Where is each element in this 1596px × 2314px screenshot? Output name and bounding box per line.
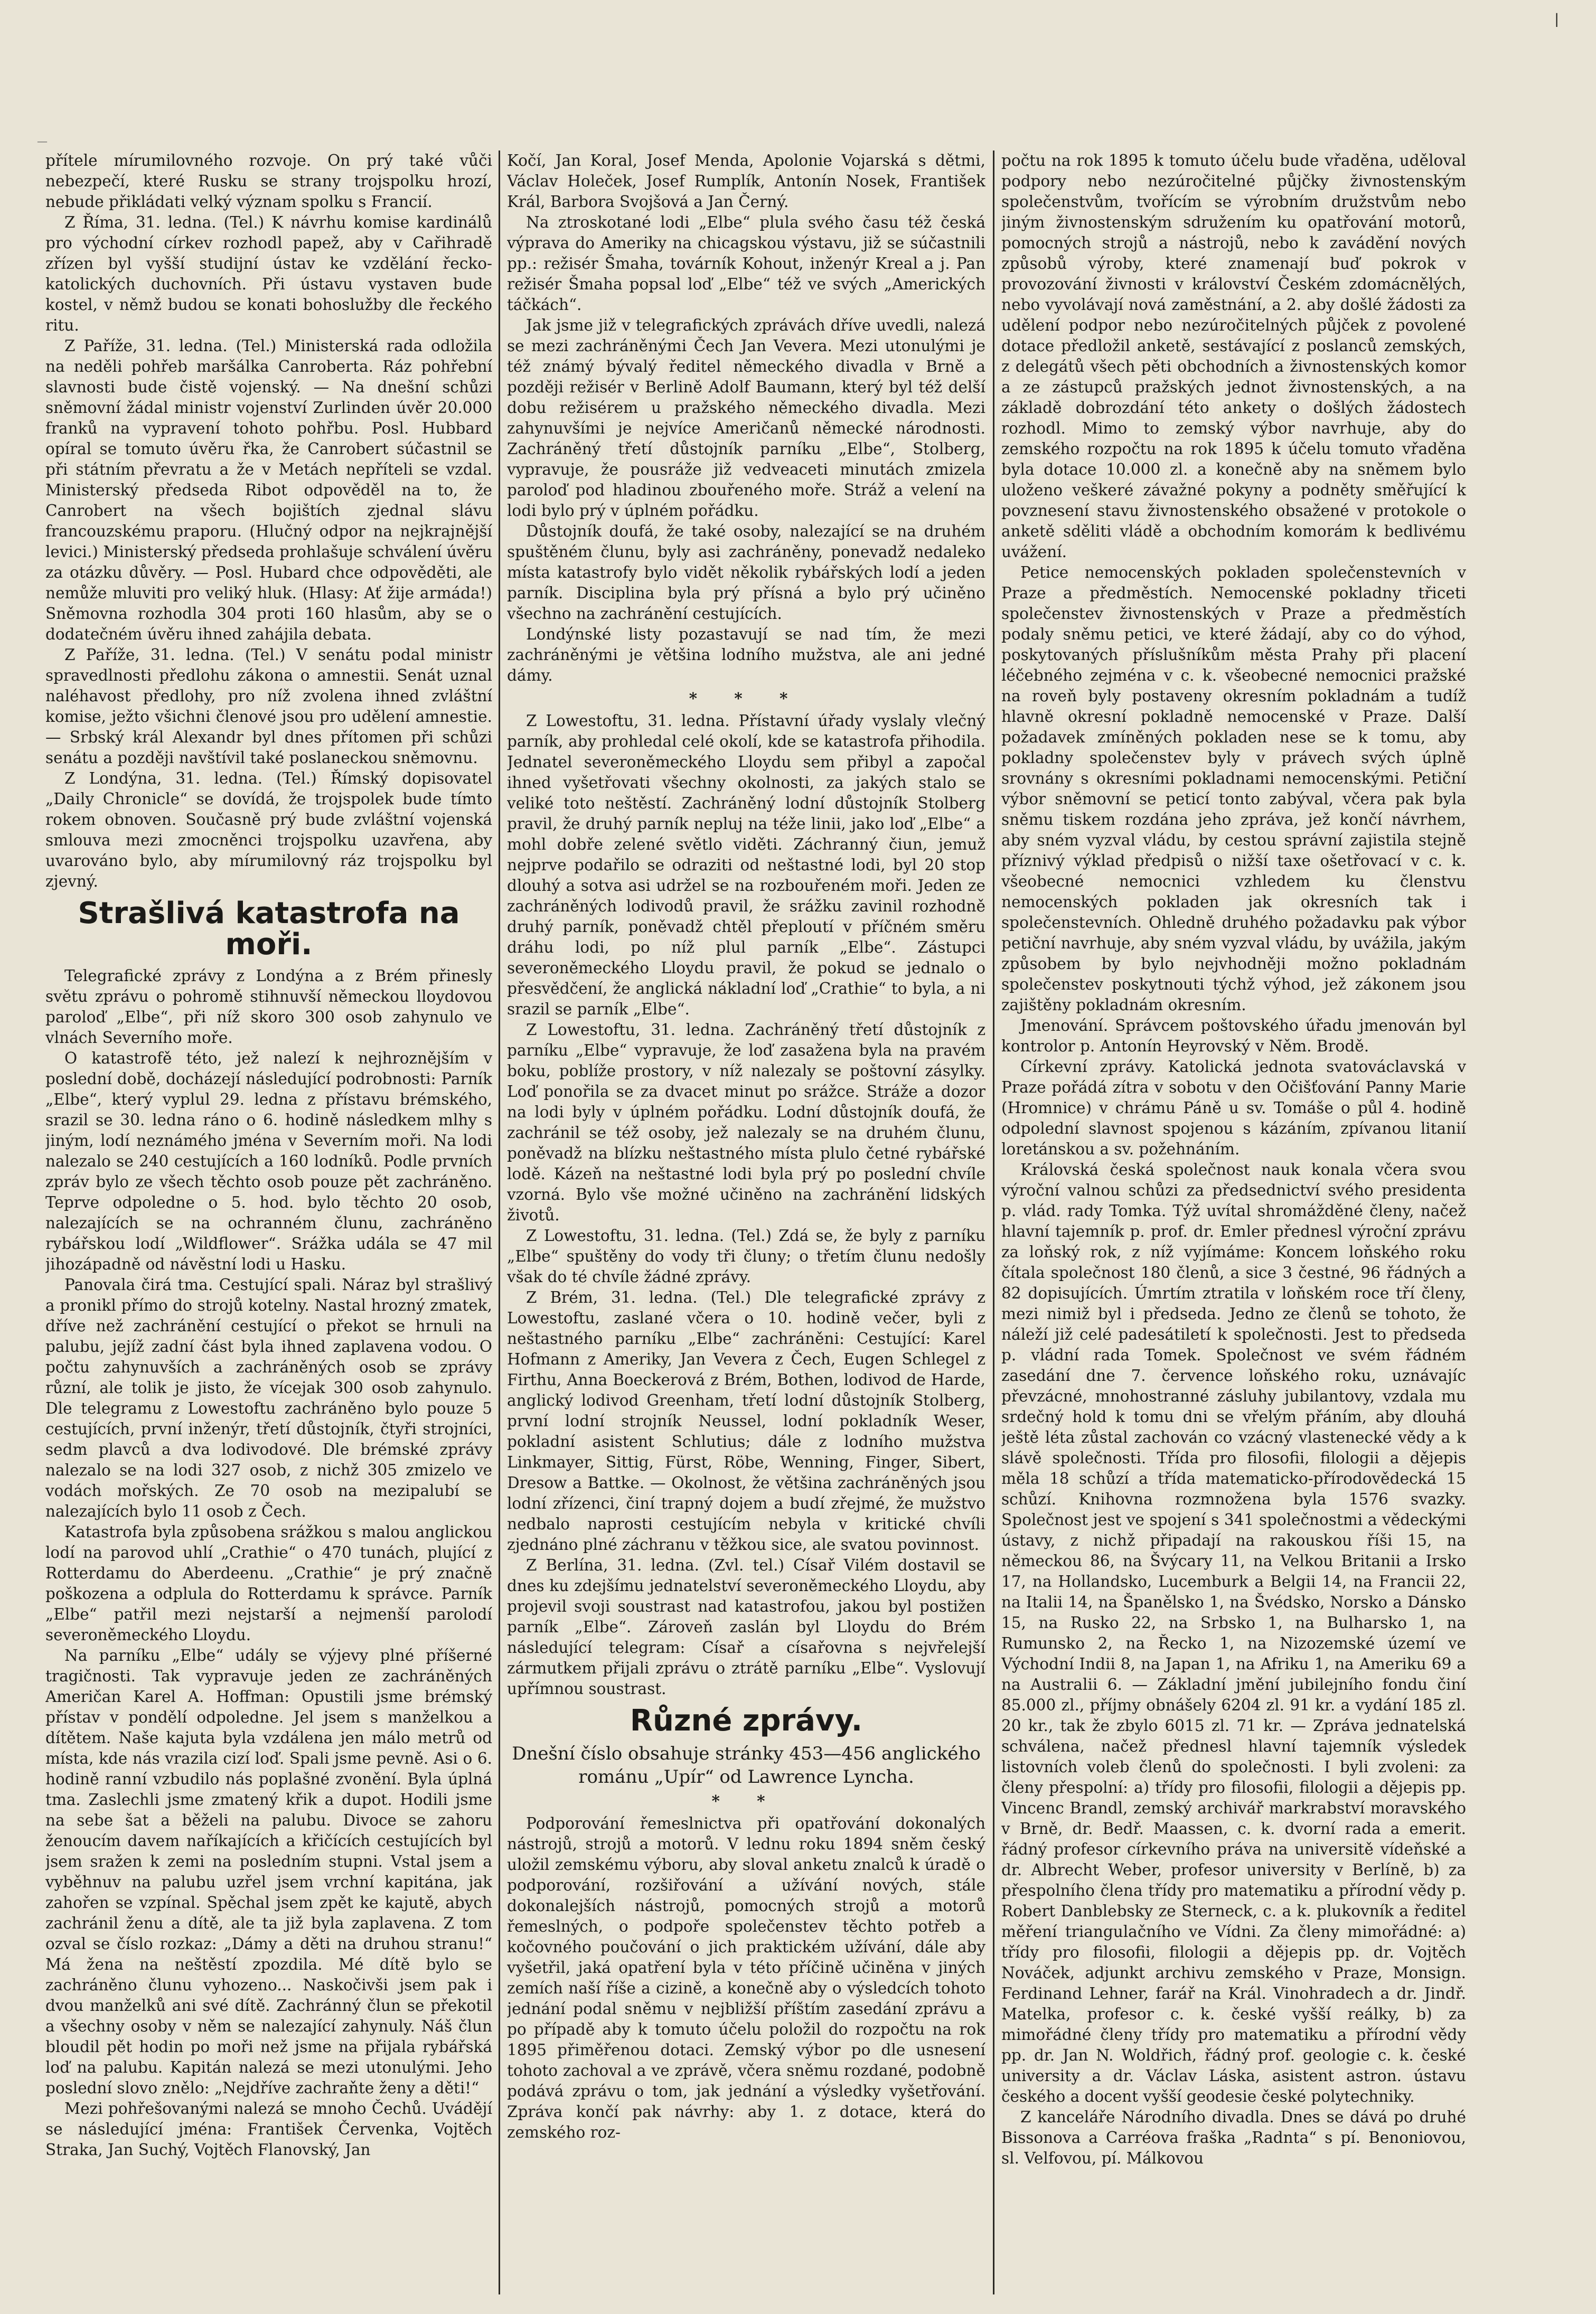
article-paragraph: Na parníku „Elbe“ udály se výjevy plné příšerné tragičnosti. Tak vypravuje jeden ze zachráněných Američan Karel A. Hoffman: Opustili jsme brémský přístav v pondělí odpoledne. Jel jsem s manželkou a dítětem. Naše kajuta byla vzdálena jen málo metrů od místa, kde nás vrazila cizí loď. Spali jsme pevně. Asi o 6. hodině ranní vzbudilo nás poplašné zvonění. Byla úplná tma. Zaslechli jsme zmatený křik a dupot. Hodili jsme na sebe šat a běželi na palubu. Divoce se zahoru ženoucím davem naříkajících a křičících cestujících byl jsem sražen k zemi na posledním stupni. Vstal jsem a vyběhnuv na palubu uzřel jsem vrchní kapitána, jak zahořen se vzpínal. Spěchal jsem zpět ke kajutě, abych zachránil ženu a dítě, ale ta již byla zaplavena. Z tom ozval se číslo rozkaz: „Dámy a děti na druhou stranu!“ Má žena na neštěstí zpozdila. Mé dítě bylo se zachráněno člunu vyhozeno... Naskočivši jsem pak i dvou manželků ani své dítě. Zachránný člun se překotil a všechny osoby v něm se nalezající zahynuly. Náš člun bloudil pět hodin po moři než jsme na přijala rybářská loď na palubu. Kapitán nalezá se mezi utonulými. Jeho poslední slovo znělo: „Nejdříve zachraňte ženy a děti!“ (45, 1646, 492, 2097)
article-paragraph: Podporování řemeslnictva při opatřování dokonalých nástrojů, strojů a motorů. V lednu roku 1894 sněm český uložil zemskému výboru, aby sloval anketu znalců k úradě o podporování, rozšiřování a užívání nových, stále dokonalejších nástrojů, pomocných strojů a motorů řemeslných, o podpoře společenstev těchto potřeb a kočovného poučování o jich praktickém užívání, dále aby vyšetřil, jaká opatření byla v této příčině učiněna v jiných zemích naší říše a cizině, a konečně aby o výsledcích tohoto jednání podal sněmu v nejbližší příštím zasedání zprávu a po případě aby k tomuto účelu položil do rozpočtu na rok 1895 přiměřenou dotaci. Zemský výbor po dle usnesení tohoto zachoval a ve zprávě, včera sněmu rozdané, podobně podává zprávu o tom, jak jednání a výsledky vyšetřování. Zpráva končí pak návrhy: aby 1. z dotace, která do zemského roz- (507, 1814, 985, 2141)
column-divider-1 (499, 150, 500, 2294)
article-paragraph: Z Lowestoftu, 31. ledna. (Tel.) Zdá se, že byly z parníku „Elbe“ spuštěny do vody tři čluny; o třetím člunu nedošly však do té chvíle žádné zprávy. (507, 1227, 985, 1286)
article-paragraph: Důstojník doufá, že také osoby, nalezající se na druhém spuštěném člunu, byly asi zachráněny, ponevadž nedaleko místa katastrofy bylo vidět několik rybářských lodí a jeden parník. Disciplina byla prý přísná a bylo prý učiněno všechno na zachránění cestujících. (507, 522, 985, 623)
article-paragraph: Jak jsme již v telegrafických zprávách dříve uvedli, nalezá se mezi zachráněnými Čech Jan Vevera. Mezi utonulými je též známý bývalý ředitel německého divadla v Brně a později režisér v Berlině Adolf Baumann, který byl též delší dobu režisérem u pražského německého divadla. Mezi zahynuvšími je nejvíce Američanů německé národnosti. Zachráněný třetí důstojník parníku „Elbe“, Stolberg, vypravuje, že pousráže již vedveaceti minutách zmizela paroloď pod hladinou zbouřeného moře. Stráž a velení na lodi bylo prý v úplném pořádku. (507, 316, 985, 520)
article-paragraph: Z Říma, 31. ledna. (Tel.) K návrhu komise kardinálů pro východní církev rozhodl papež, aby v Cařihradě zřízen byl vyšší studijní ústav ke vzdělání řecko-katolických duchovních. Při ústavu vystaven bude kostel, v němž budou se konati bohoslužby dle řeckého ritu. (45, 213, 492, 334)
headline-catastrophe: Strašlivá katastrofa na moři. (78, 896, 460, 962)
article-paragraph: Církevní zprávy. Katolická jednota svatováclavská v Praze pořádá zítra v sobotu v den Očišťování Panny Marie (Hromnice) v chrámu Páně u sv. Tomáše o půl 4. hodině odpolední slavnost spojenou s kázáním, zpívanou litanií loretánskou a sv. požehnáním. (1001, 1058, 1466, 1158)
article-paragraph: Královská česká společnost nauk konala včera svou výroční valnou schůzi za předsednictví svého presidenta p. vlád. rady Tomka. Týž uvítal shromážděné členy, načež hlavní tajemník p. prof. dr. Emler přednesl výroční zprávu za loňský rok, z níž vyjímáme: Koncem loňského roku čítala společnost 180 členů, a sice 3 čestné, 96 řádných a 82 dopisujících. Úmrtím ztratila v loňském roce tří členy, mezi nimiž byl i předseda. Jedno ze členů se tohoto, že náleží již celé padesátiletí k společnosti. Jest to předseda p. vládní rada Tomek. Společnost ve svém řádném zasedání dne 7. července loňského roku, uznávajíc převzácné, mnohostranné zásluhy jubilantovy, vzdala mu srdečný hold k tomu dni se vřelým přáním, aby dlouhá ještě léta zůstal zachován co vzácný vlastenecké vědy a k slávě společnosti. Třída pro filosofii, filologii a dějepis měla 18 schůzí a třída matematicko-přírodovědecká 15 schůzí. Knihovna rozmnožena byla 1576 svazky. Společnost jest ve spojení s 341 společnostmi a vědeckými ústavy, z nichž připadají na rakouskou říši 15, na německou 86, na Švýcary 11, na Velkou Britanii a Irsko 17, na Hollandsko, Lucemburk a Belgii 14, na Francii 22, na Italii 14, na Španělsko 1, na Švédsko, Norsko a Dánsko 15, na Rusko 22, na Srbsko 1, na Bulharsko 1, na Rumunsko 2, na Řecko 1, na Nizozemské území ve Východní Indii 8, na Japan 1, na Afriku 1, na Ameriku 69 a na Australii 6. — Základní jmění jubilejního fondu činí 85.000 zl., příjmy obnášely 6204 zl. 91 kr. a vydání 185 zl. 20 kr., tak že zbylo 6015 zl. 71 kr. — Zpráva jednatelská schválena, načež přednesl hlavní tajemník výsledek listovních voleb členů do společnosti. I byli zvoleni: za členy přespolní: a) třídy pro filosofii, filologii a dějepis pp. Vincenc Brandl, zemský archivář markrabství moravského v Brně, dr. Bedř. Maassen, c. k. dvorní rada a emerit. řádný profesor církevního práva na universitě vídeňské a dr. Albrecht Weber, profesor university v Berlíně, b) za přespolního člena třídy pro matematiku a přírodní vědy p. Robert Danblebsky ze Sterneck, c. a k. plukovník a ředitel měření triangulačního ve Vídni. Za členy mimořádné: a) třídy pro filosofii, filologii a dějepis pp. dr. Vojtěch Nováček, adjunkt archivu zemského v Praze, Monsign. Ferdinand Lehner, farář na Král. Vinohradech a dr. Jindř. Matelka, profesor c. k. české vyšší reálky, b) za mimořádné členy třídy pro matematiku a přírodní vědy pp. dr. Jan N. Woldřich, řádný prof. geologie c. k. české university a dr. Václav Láska, asistent astron. ústavu českého a docent vyšší geodesie české polytechniky. (1001, 1161, 1466, 2105)
article-paragraph: Z kanceláře Národního divadla. Dnes se dává po druhé Bissonova a Carréova fraška „Radnta“ s pí. Benoniovou, sl. Velfovou, pí. Málkovou (1001, 2108, 1466, 2167)
article-paragraph: Londýnské listy pozastavují se nad tím, že mezi zachráněnými je většina lodního mužstva, ale ani jedné dámy. (507, 625, 985, 684)
article-paragraph: Kočí, Jan Koral, Josef Menda, Apolonie Vojarská s dětmi, Václav Holeček, Josef Rumplík, Antonín Nosek, František Král, Barbora Svojšová a Jan Černý. (507, 152, 985, 211)
headline-misc-news: Různé zprávy. (630, 1704, 863, 1738)
article-paragraph: přítele mírumilovného rozvoje. On prý také vůči nebezpečí, které Rusku se strany trojspolku hrozí, nebude přikládati velký význam spolku s Francií. (45, 152, 492, 211)
column-2 (507, 150, 985, 2298)
article-paragraph: O katastrofě této, jež nalezí k nejhroznějším v poslední době, docházejí následující podrobnosti: Parník „Elbe“, který vyplul 29. ledna z přístavu brémského, srazil se 30. ledna ráno o 6. hodině následkem mlhy s jiným, lodí neznámého jména v Severním moři. Na lodi nalezalo se 240 cestujících a 160 lodníků. Podle prvních zpráv bylo ze všech těchto osob pouze pět zachráněno. Teprve odpoledne o 5. hod. bylo těchto 20 osob, nalezajících se na ochranném člunu, zachráněno rybářskou lodí „Wildflower“. Srážka udála se 47 mil jihozápadně od návěstní lodi u Hasku. (45, 1049, 492, 1273)
article-paragraph: Katastrofa byla způsobena srážkou s malou anglickou lodí na parovod uhlí „Crathie“ o 470 tunách, plující z Rotterdamu do Aberdeenu. „Crathie“ je prý značně poškozena a odplula do Rotterdamu k správce. Parník „Elbe“ patřil mezi nejstarší a nejmenší parolodí severoněmeckého Lloydu. (45, 1522, 492, 1644)
article-paragraph: Z Berlína, 31. ledna. (Zvl. tel.) Císař Vilém dostavil se dnes ku zdejšímu jednatelství severoněmeckého Lloydu, aby projevil svoji soustrast nad katastrofou, jakou byl postižen parník „Elbe“. Zároveň zaslán byl Lloydu do Brém následující telegram: Císař a císařovna s nejvřelejší zármutkem přijali zprávu o ztrátě parníku „Elbe“. Vyslovují upřímnou soustrast. (507, 1556, 985, 1698)
article-paragraph: Mezi pohřešovanými nalezá se mnoho Čechů. Uvádějí se následující jména: František Červenka, Vojtěch Straka, Jan Suchý, Vojtěch Flanovský, Jan (45, 2099, 492, 2159)
article-paragraph: počtu na rok 1895 k tomuto účelu bude vřaděna, uděloval podpory nebo nezúročitelné půjčky živnostenským společenstvům, tvořícím se výrobním družstvům nebo jiným živnostenským sdružením ku opatřování motorů, pomocných strojů a nástrojů, nebo k zavádění nových způsobů výroby, které znamenají buď pokrok v provozování živnosti v království Českém zdomácnělých, nebo vyvolávají nová zaměstnání, a 2. aby došlé žádosti za udělení podpor nebo nezúročitelných půjček z povolené dotace předložil anketě, sestávající z poslanců zemských, z delegátů všech pěti obchodních a živnostenských komor a ze zástupců pražských jednot živnostenských, a na základě dobrozdání této ankety o došlých žádostech rozhodl. Mimo to zemský výbor navrhuje, aby do zemského rozpočtu na rok 1895 k účelu tomuto vřaděna byla dotace 10.000 zl. a konečně aby na sněmem bylo uloženo veškeré závažné pokyny a podněty směřující k povznesení stavu živnostenského obsažené v protokole o anketě sděliti vládě a obchodním komorám k bedlivému uvážení. (1001, 152, 1466, 561)
article-paragraph: Petice nemocenských pokladen společenstevních v Praze a předměstích. Nemocenské pokladny třiceti společenstev živnostenských v Praze a předměstích podaly sněmu petici, ve které žádají, aby co do výhod, poskytovaných příslušníkům města Prahy při placení léčebného zejména v c. k. všeobecné nemocnici pražské na roveň byly postaveny okresním pokladnám a tudíž hlavně okresní pokladně nemocenské v Praze. Další požadavek zmíněných pokladen nese se k tomu, aby pokladny společenstev byly v právech svých úplně srovnány s okresními pokladnami nemocenskými. Petiční výbor sněmovní se peticí tonto zabýval, včera pak byla sněmu tiskem rozdána jeho zpráva, jež končí návrhem, aby sném vyzval vládu, by cestou správní zajistila stejně příznivý výklad předpisů o nižší taxe ošetřovací v c. k. všeobecné nemocnici vzhledem ku členstvu nemocenských pokladen jak okresních tak i společenstevních. Ohledně druhého požadavku pak výbor petiční navrhuje, aby sném vyzval vládu, by uvážila, jakým způsobem by bylo nejvhodněji možno pokladnám společenstev poskytnouti týchž výhod, jež zákonem jsou zajištěny pokladnám okresním. (1001, 563, 1466, 1014)
article-paragraph: Z Paříže, 31. ledna. (Tel.) V senátu podal ministr spravedlnosti předlohu zákona o amnestii. Senát uznal naléhavost předlohy, pro níž zvolena ihned zvláštní komise, ježto všichni členové jsou pro udělení amnestie. — Srbský král Alexandr byl dnes přítomen při schůzi senátu a později navštívil také poslaneckou sněmovnu. (45, 646, 492, 767)
article-paragraph: Jmenování. Správcem poštovského úřadu jmenován byl kontrolor p. Antonín Heyrovský v Něm. Brodě. (1001, 1017, 1466, 1055)
article-paragraph: Z Lowestoftu, 31. ledna. Přístavní úřady vyslaly vlečný parník, aby prohledal celé okolí, kde se katastrofa přihodila. Jednatel severoněmeckého Lloydu sem přibyl a započal ihned vyšetřovati všechny okolnosti, za jakých stalo se veliké toto neštěstí. Zachráněný lodní důstojník Stolberg pravil, že druhý parník nepluj na téže linii, jako loď „Elbe“ a mohl dobře zelené světlo viděti. Záchranný čiun, jemuž nejprve podařilo se odraziti od neštastné lodi, byl 20 stop dlouhý a sotva asi udržel se na rozbouřeném moři. Jeden ze zachráněných lodivodů pravil, že srážku zavinil rozhodně druhý parník, poněvadž chtěl přeploutí v příčném směru dráhu lodi, po níž plul parník „Elbe“. Zástupci severoněmeckého Lloydu pravil, že pokud se jednalo o přesvědčení, že anglická nákladní loď „Crathie“ to byla, a ni srazil se parník „Elbe“. (507, 712, 985, 1018)
section-separator: * * * (689, 689, 804, 708)
article-paragraph: Z Brém, 31. ledna. (Tel.) Dle telegrafické zprávy z Lowestoftu, zaslané včera o 10. hodině večer, byli z neštastného parníku „Elbe“ zachráněni: Cestující: Karel Hofmann z Ameriky, Jan Vevera z Čech, Eugen Schlegel z Firthu, Anna Boeckerová z Brém, Bothen, lodivod de Harde, anglický lodivod Greenham, třetí lodní důstojník Stolberg, první lodní strojník Neussel, lodní pokladník Weser, pokladní asistent Schlutius; dále z lodního mužstva Linkmayer, Sittig, Fürst, Röbe, Wenning, Finger, Sibert, Dresow a Battke. — Okolnost, že většina zachráněných jsou lodní zřízenci, činí trapný dojem a budí zřejmé, že mužstvo nedbalo naprosti cestujícím nebyla v kritické chvíli zjednáno plné záchranu v těžkou sice, ale svatou povinnost. (507, 1288, 985, 1554)
article-paragraph: Z Londýna, 31. ledna. (Tel.) Římský dopisovatel „Daily Chronicle“ se dovídá, že trojspolek bude tímto rokem obnoven. Současně prý bude zvláštní vojenská smlouva mezi zmocněnci trojspolku uzavřena, aby uvarováno bylo, aby mírumilovný ráz trojspolku byl zjevný. (45, 769, 492, 890)
column-divider-2 (993, 150, 994, 2294)
section-separator: * * (711, 1791, 781, 1810)
column-3 (1001, 150, 1466, 2298)
serial-novel-notice: Dnešní číslo obsahuje stránky 453—456 anglického románu „Upír“ od Lawrence Lyncha. (512, 1743, 981, 1788)
corner-mark: | (1554, 12, 1559, 27)
article-paragraph: Z Paříže, 31. ledna. (Tel.) Ministerská rada odložila na neděli pohřeb maršálka Canroberta. Ráz pohřební slavnosti bude čistě vojenský. — Na dnešní schůzi sněmovní žádal ministr vojenství Zurlinden úvěr 20.000 franků na vypravení tohoto pohřbu. Posl. Hubbard opíral se tomuto úvěru řka, že Canrobert súčastnil se při státním převratu a že v Metách nepříteli se vzdal. Ministerský předseda Ribot odpověděl na to, že Canrobert na všech bojištích zjednal slávu francouzskému praporu. (Hlučný odpor na nejkrajnější levici.) Ministerský předseda prohlašuje schválení úvěru za otázku důvěry. — Posl. Hubard chce odpověděti, ale nemůže mluviti pro veliký hluk. (Hlasy: Ať žije armáda!) Sněmovna rozhodla 304 proti 160 hlasům, aby se o dodatečném úvěru ihned zahájila debata. (45, 337, 492, 643)
header-fragment: — (37, 135, 48, 147)
article-paragraph: Panovala čirá tma. Cestující spali. Náraz byl strašlivý a pronikl přímo do strojů kotelny. Nastal hrozný zmatek, dříve než zachránění cestující o překot se hrnuli na palubu, jejíž zadní část byla ihned zaplavena vodou. O počtu zahynuvších a zachráněných osob se zprávy různí, ale tolik je jisto, že vícejak 300 osob zahynulo. Dle telegramu z Lowestoftu zachráněno bylo pouze 5 cestujících, první inženýr, třetí důstojník, čtyři strojníci, sedm plavců a dva lodivodové. Dle brémské zprávy nalezalo se na lodi 327 osob, z nichž 305 zmizelo ve vodách mořských. Ze 70 osob na mezipalubí se nalezajících bylo 11 osob z Čech. (45, 1275, 492, 1520)
column-1 (45, 150, 492, 2298)
article-paragraph: Na ztroskotané lodi „Elbe“ plula svého času též česká výprava do Ameriky na chicagskou výstavu, již se súčastnili pp.: režisér Šmaha, továrník Kohout, inženýr Kreal a j. Pan režisér Šmaha popsal loď „Elbe“ též ve svých „Amerických táčkách“. (507, 213, 985, 314)
article-paragraph: Telegrafické zprávy z Londýna a z Brém přinesly světu zprávu o pohromě stihnuvší německou lloydovou paroloď „Elbe“, při níž skoro 300 osob zahynulo ve vlnách Severního moře. (45, 966, 492, 1047)
article-paragraph: Z Lowestoftu, 31. ledna. Zachráněný třetí důstojník z parníku „Elbe“ vypravuje, že loď zasažena byla na pravém boku, poblíže prostory, v níž nalezaly se poštovní zásylky. Loď ponořila se za dvacet minut po srážce. Stráže a dozor na lodi byly v úplném pořádku. Lodní důstojník doufá, že zachránil se též osoby, jež nalezaly se na druhém člunu, poněvadž na blízku neštastného místa plulo četné rybářské lodě. Kázeň na neštastné lodi byla prý po poslední chvíle vzorná. Bylo vše možné učiněno na zachránění lidských životů. (507, 1021, 985, 1224)
